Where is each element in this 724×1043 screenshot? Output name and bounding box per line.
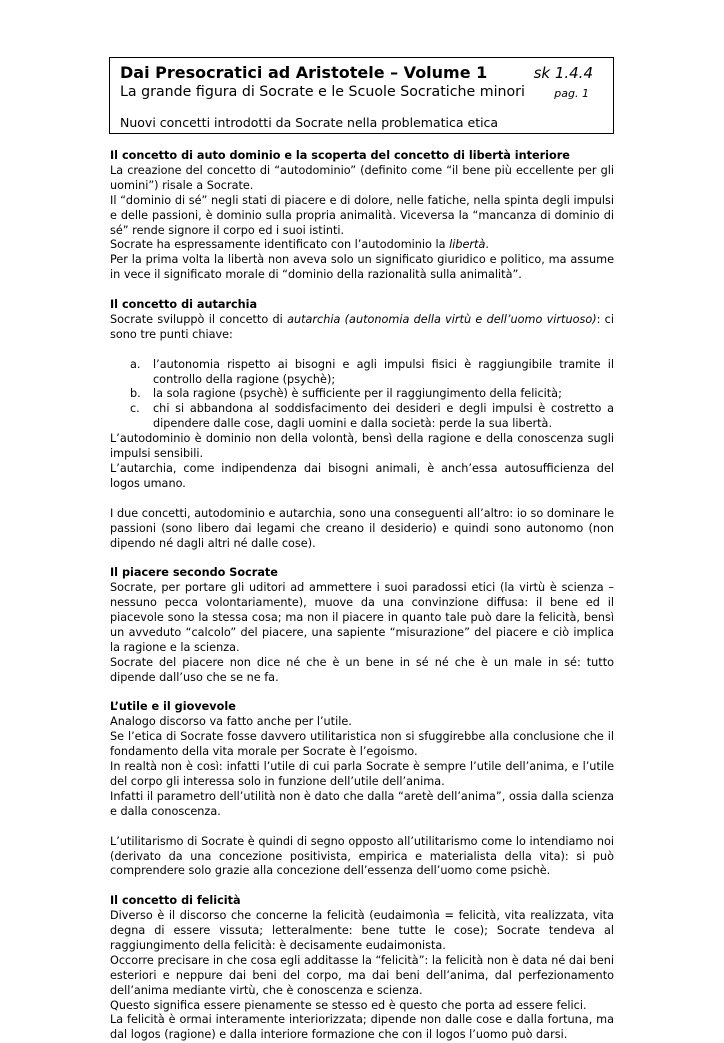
key-points-list	[110, 358, 614, 433]
paragraph: Socrate del piacere non dice né che è un bene in sé né che è un male in sé: tutto dipende dall’uso che se ne fa.	[110, 655, 614, 684]
paragraph: L’autarchia, come indipendenza dai bisogni animali, è anch’essa autosufficienza del logos umano.	[110, 462, 614, 490]
paragraph: Se l’etica di Socrate fosse davvero utilitaristica non si sfuggirebbe alla conclusione che il fondamento della vita morale per Socrate è l’egoismo.	[110, 730, 614, 759]
document-body	[110, 149, 614, 1043]
paragraph: Per la prima volta la libertà non aveva solo un significato giuridico e politico, ma assume in vece il significato morale di “dominio della razionalità sulla animalità”.	[110, 253, 614, 282]
paragraph: La felicità è ormai interamente interiorizzata; dipende non dalle cose e dalla fortuna, ma dal logos (ragione) e dalla interiore formazione che con il logos l’uomo può darsi.	[110, 1013, 614, 1042]
paragraph: In realtà non è così: infatti l’utile di cui parla Socrate è sempre l’utile dell’anima, e l’utile del corpo gli interessa solo in funzione dell’utile dell’anima.	[110, 760, 614, 788]
emphasis-text: autarchia (autonomia della virtù e dell’uomo virtuoso)	[287, 312, 597, 326]
spacer	[110, 686, 614, 701]
text-run: Socrate sviluppò il concetto di	[110, 312, 288, 326]
spacer	[110, 283, 614, 298]
paragraph	[110, 238, 614, 253]
section-piacere	[110, 566, 614, 685]
section-title: Il concetto di auto dominio e la scoperta del concetto di libertà interiore	[110, 149, 570, 162]
paragraph: La creazione del concetto di “autodominio” (definito come “il bene più eccellente per gli uomini”) risale a Socrate.	[110, 163, 614, 192]
section-autarchia	[110, 298, 614, 551]
paragraph: L’autodominio è dominio non della volontà, bensì della ragione e della conoscenza sugli impulsi sensibili.	[110, 432, 614, 461]
list-marker: c.	[130, 402, 140, 416]
list-item-text: l’autonomia rispetto ai bisogni e agli impulsi fisici è raggiungibile tramite il controllo della ragione (psychè);	[153, 357, 614, 386]
text-run: : ci sono tre punti chiave:	[110, 312, 614, 341]
paragraph	[110, 313, 614, 343]
list-item	[110, 402, 614, 432]
header-subtitle: La grande figura di Socrate e le Scuole Socratiche minori	[120, 84, 525, 100]
section-title: Il concetto di autarchia	[110, 298, 258, 312]
list-marker: a.	[130, 357, 141, 371]
spacer	[110, 492, 614, 507]
spacer	[110, 879, 614, 894]
spacer	[110, 551, 614, 566]
list-item	[110, 358, 614, 388]
section-title: Il concetto di felicità	[110, 894, 241, 908]
paragraph: L’utilitarismo di Socrate è quindi di segno opposto all’utilitarismo come lo intendiamo noi (derivato da una concezione positivista, empirica e materialista della vita): si può comprendere solo grazie alla concezione dell’essenza dell’uomo come psichè.	[110, 834, 614, 878]
spacer	[110, 820, 614, 835]
paragraph: Diverso è il discorso che concerne la felicità (eudaimonìa = felicità, vita realizzata, vita degna di essere vissuta; letteralmente: bene tutte le cose); Socrate tendeva al raggiungimento della felicità: è decisamente eudaimonista.	[110, 909, 614, 952]
header-code: sk 1.4.4	[533, 64, 593, 82]
section-title: L’utile e il giovevole	[110, 700, 236, 714]
paragraph: Questo significa essere pienamente se stesso ed è questo che porta ad essere felici.	[110, 998, 587, 1012]
paragraph: I due concetti, autodominio e autarchia, sono una conseguenti all’altro: io so dominare le passioni (sono libero dai legami che creano il desiderio) e quindi sono autonomo (non dipendo né dagli altri né dalle cose).	[110, 506, 614, 550]
spacer	[110, 343, 614, 358]
paragraph: Occorre precisare in che cosa egli additasse la “felicità”: la felicità non è data né dai beni esteriori e neppure dai beni del corpo, ma dai beni dell’anima, dal perfezionamento dell’anima mediante virtù, che è conoscenza e scienza.	[110, 953, 614, 997]
paragraph: Infatti il parametro dell’utilità non è dato che dalla “aretè dell’anima”, ossia dalla scienza e dalla conoscenza.	[110, 789, 614, 818]
list-item-text: chi si abbandona al soddisfacimento dei desideri e degli impulsi è costretto a dipendere dalle cose, dagli uomini e dalla società: perde la sua libertà.	[153, 402, 614, 431]
section-title: Il piacere secondo Socrate	[110, 566, 278, 580]
emphasis-text: libertà	[449, 238, 486, 252]
section-utile	[110, 700, 614, 879]
paragraph: Analogo discorso va fatto anche per l’utile.	[110, 715, 352, 729]
list-item-text: la sola ragione (psychè) è sufficiente per il raggiungimento della felicità;	[153, 387, 562, 401]
list-marker: b.	[130, 387, 141, 401]
section-autodominio	[110, 149, 614, 283]
text-run: Socrate ha espressamente identificato con l’autodominio la	[110, 238, 450, 252]
paragraph: Il “dominio di sé” negli stati di piacere e di dolore, nelle fatiche, nella spinta degli impulsi e delle passioni, è dominio sulla propria animalità. Viceversa la “mancanza di dominio di sé” rende signore il corpo ed i suoi istinti.	[110, 193, 614, 237]
header-topic: Nuovi concetti introdotti da Socrate nella problematica etica	[120, 115, 499, 130]
list-item	[110, 387, 614, 402]
section-felicita	[110, 894, 614, 1043]
document-header	[109, 57, 614, 134]
header-title: Dai Presocratici ad Aristotele – Volume 1	[120, 63, 488, 82]
paragraph: Socrate, per portare gli uditori ad ammettere i suoi paradossi etici (la virtù è scienza – nessuno pecca volontariamente), muove da una convinzione diffusa: il bene ed il piacevole sono la stessa cosa; ma non il piacere in quanto tale può dare la felicità, bensì un avveduto “calcolo” del piacere, una sapiente “misurazione” del piacere e ciò implica la ragione e la scienza.	[110, 581, 614, 654]
text-run: .	[485, 238, 489, 252]
header-page-number: pag. 1	[554, 87, 589, 100]
